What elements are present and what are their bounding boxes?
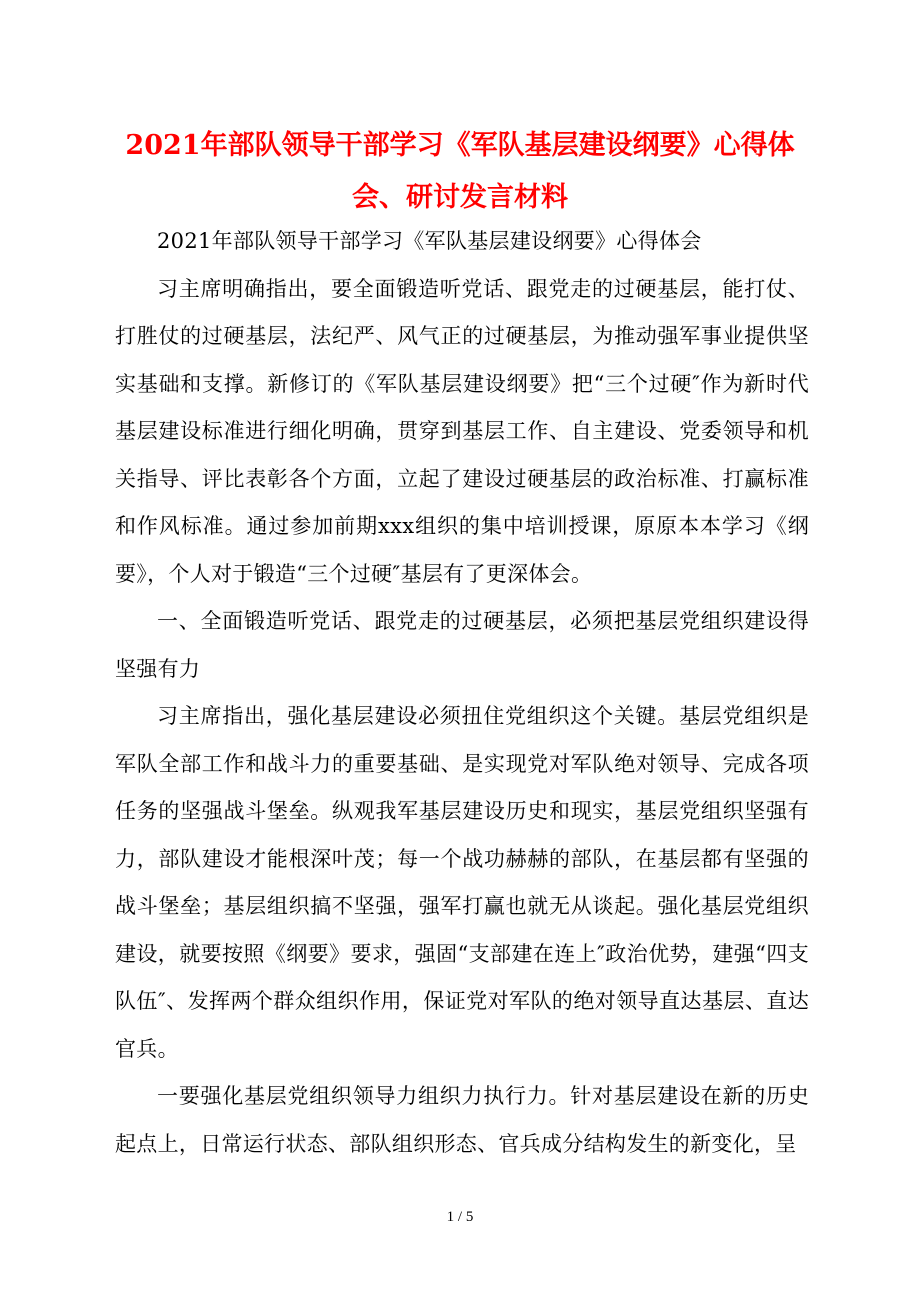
document-body xyxy=(115,218,809,1168)
page-number: 1 / 5 xyxy=(446,1209,474,1225)
section-heading-1: 一、全面锻造听党话、跟党走的过硬基层，必须把基层党组织建设得坚强有力 xyxy=(115,609,809,681)
document-title: 2021年部队领导干部学习《军队基层建设纲要》心得体会、研讨发言材料 xyxy=(125,130,795,213)
paragraph-intro: 习主席明确指出，要全面锻造听党话、跟党走的过硬基层，能打仗、打胜仗的过硬基层，法纪严、风气正的过硬基层，为推动强军事业提供坚实基础和支撑。新修订的《军队基层建设纲要》把“三个过硬″作为新时代基层建设标准进行细化明确，贯穿到基层工作、自主建设、党委领导和机关指导、评比表彰各个方面，立起了建设过硬基层的政治标准、打赢标准和作风标准。通过参加前期xxx组织的集中培训授课，原原本本学习《纲要》，个人对于锻造“三个过硬″基层有了更深体会。 xyxy=(115,276,809,586)
paragraph-section-1: 习主席指出，强化基层建设必须扭住党组织这个关键。基层党组织是军队全部工作和战斗力的重要基础、是实现党对军队绝对领导、完成各项任务的坚强战斗堡垒。纵观我军基层建设历史和现实，基层党组织坚强有力，部队建设才能根深叶茂；每一个战功赫赫的部队，在基层都有坚强的战斗堡垒；基层组织搞不坚强，强军打赢也就无从谈起。强化基层党组织建设，就要按照《纲要》要求，强固“支部建在连上″政治优势，建强“四支队伍″、发挥两个群众组织作用，保证党对军队的绝对领导直达基层、直达官兵。 xyxy=(115,704,809,1061)
paragraph-point-1: 一要强化基层党组织领导力组织力执行力。针对基层建设在新的历史起点上，日常运行状态、部队组织形态、官兵成分结构发生的新变化，呈 xyxy=(115,1084,809,1156)
paragraph-subtitle: 2021年部队领导干部学习《军队基层建设纲要》心得体会 xyxy=(157,229,702,253)
